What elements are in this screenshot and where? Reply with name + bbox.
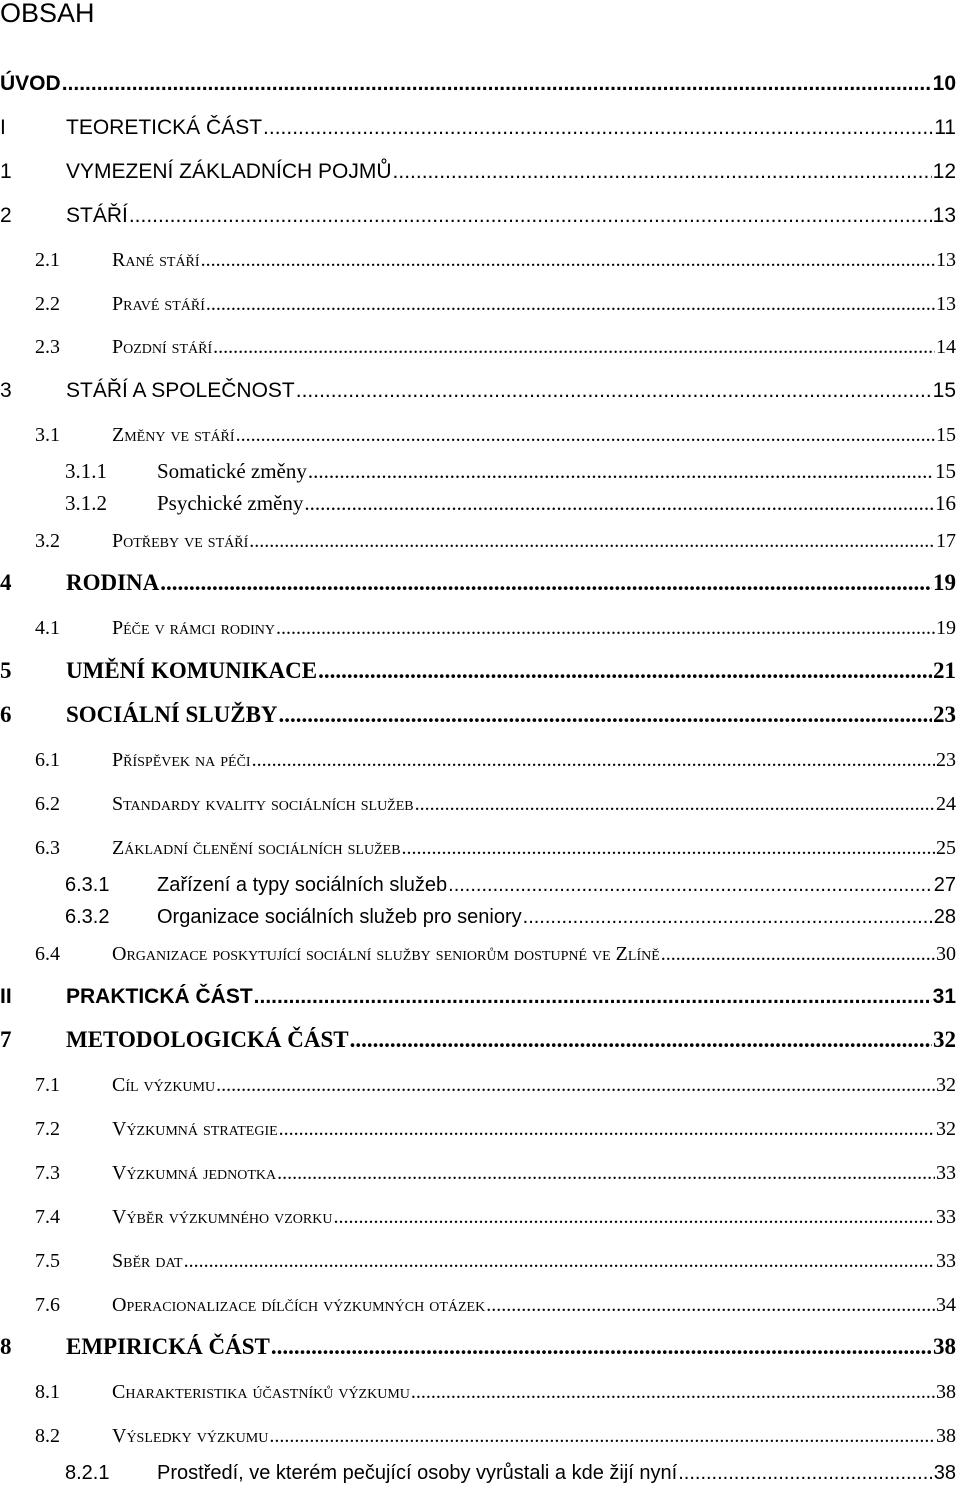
toc-dot-leader (252, 749, 935, 772)
toc-entry[interactable] (0, 1418, 956, 1448)
toc-entry-number: I (0, 116, 6, 139)
toc-entry-number: 4 (0, 570, 12, 595)
toc-entry-number: 6.3 (35, 837, 60, 859)
toc-page-number: 38 (936, 1425, 956, 1447)
toc-entry-title: Sběr dat (112, 1250, 183, 1272)
toc-entry-number: 7.1 (35, 1074, 60, 1096)
toc-dot-leader (393, 160, 932, 184)
toc-entry[interactable] (0, 742, 956, 772)
toc-page-number: 13 (936, 293, 956, 315)
toc-entry-title: RODINA (66, 570, 160, 595)
toc-entry-number: 7.4 (35, 1206, 60, 1228)
toc-dot-leader (415, 793, 935, 816)
toc-entry[interactable] (0, 1023, 956, 1053)
toc-entry-number: 6 (0, 702, 12, 727)
toc-page-number: 34 (936, 1294, 956, 1316)
toc-entry-number: 5 (0, 658, 12, 683)
toc-page-number: 24 (936, 793, 956, 815)
toc-entry[interactable] (0, 1455, 956, 1485)
toc-page-number: 38 (933, 1462, 956, 1484)
toc-entry-title: Základní členění sociálních služeb (112, 837, 401, 859)
toc-entry[interactable] (0, 198, 956, 228)
toc-entry[interactable] (0, 610, 956, 640)
toc-entry[interactable] (0, 1243, 956, 1273)
toc-entry[interactable] (0, 830, 956, 860)
toc-entry[interactable] (0, 329, 956, 359)
toc-entry-title: Standardy kvality sociálních služeb (112, 793, 414, 815)
toc-entry-number: 1 (0, 160, 12, 183)
toc-entry[interactable] (0, 373, 956, 403)
toc-dot-leader (263, 116, 933, 140)
toc-entry[interactable] (0, 566, 956, 596)
toc-entry-title: TEORETICKÁ ČÁST (66, 116, 263, 139)
toc-entry[interactable] (0, 698, 956, 728)
toc-dot-leader (296, 379, 932, 403)
toc-entry[interactable] (0, 417, 956, 447)
toc-entry[interactable] (0, 242, 956, 272)
toc-dot-leader (271, 1334, 932, 1360)
toc-entry[interactable] (0, 286, 956, 316)
toc-page-number: 32 (936, 1118, 956, 1140)
toc-entry[interactable] (0, 1287, 956, 1317)
toc-page-number: 31 (932, 985, 956, 1008)
toc-entry-title: SOCIÁLNÍ SLUŽBY (66, 702, 278, 727)
toc-dot-leader (236, 424, 935, 447)
toc-page-number: 32 (933, 1027, 956, 1052)
toc-dot-leader (661, 943, 935, 966)
toc-entry-title: Výběr výzkumného vzorku (112, 1206, 333, 1228)
toc-entry[interactable] (0, 66, 956, 96)
toc-page-number: 14 (936, 336, 956, 358)
toc-entry[interactable] (0, 936, 956, 966)
toc-entry-number: 3 (0, 379, 12, 402)
toc-entry-title: Výzkumná strategie (112, 1118, 278, 1140)
toc-entry[interactable] (0, 523, 956, 553)
toc-page-number: 19 (933, 570, 956, 595)
toc-page-number: 33 (936, 1250, 956, 1272)
toc-entry-title: METODOLOGICKÁ ČÁST (66, 1027, 349, 1052)
toc-page-number: 15 (936, 424, 956, 446)
toc-entry-title: Rané stáří (112, 249, 200, 271)
toc-dot-leader (523, 906, 933, 929)
toc-entry-title: UMĚNÍ KOMUNIKACE (66, 658, 318, 683)
toc-dot-leader (129, 204, 932, 228)
toc-entry-title: Cíl výzkumu (112, 1074, 216, 1096)
toc-entry-title: Psychické změny (157, 491, 304, 515)
toc-dot-leader (216, 1074, 935, 1097)
toc-entry-title: Pravé stáří (112, 293, 205, 315)
toc-entry-number: 6.2 (35, 793, 60, 815)
toc-dot-leader (411, 1381, 935, 1404)
toc-entry-title: Změny ve stáří (112, 424, 235, 446)
toc-page-number: 10 (932, 72, 956, 95)
toc-page-number: 25 (936, 837, 956, 859)
toc-entry-number: 6.3.2 (65, 906, 110, 928)
toc-page-number: 19 (936, 617, 956, 639)
toc-entry[interactable] (0, 154, 956, 184)
toc-entry-number: 4.1 (35, 617, 60, 639)
toc-page-number: 21 (933, 658, 956, 683)
toc-entry-title: STÁŘÍ (66, 204, 128, 227)
toc-page-number: 11 (934, 116, 956, 139)
toc-dot-leader (402, 837, 935, 860)
toc-entry[interactable] (0, 1199, 956, 1229)
toc-entry-title: Prostředí, ve kterém pečující osoby vyrůstali a kde žijí nyní (157, 1462, 678, 1484)
toc-dot-leader (269, 1425, 935, 1448)
toc-page-number: 32 (936, 1074, 956, 1096)
toc-entry-title: Potřeby ve stáří (112, 530, 249, 552)
toc-page-number: 38 (933, 1334, 956, 1359)
toc-entry-number: 7.3 (35, 1162, 60, 1184)
toc-entry-title: STÁŘÍ A SPOLEČNOST (66, 379, 295, 402)
toc-entry-title: PRAKTICKÁ ČÁST (66, 985, 253, 1008)
toc-entry-number: 2.2 (35, 293, 60, 315)
toc-dot-leader (333, 1206, 935, 1229)
toc-dot-leader (201, 249, 935, 272)
toc-entry-number: 6.1 (35, 749, 60, 771)
toc-page-number: 17 (936, 530, 956, 552)
toc-dot-leader (249, 530, 935, 553)
toc-entry-number: 7 (0, 1027, 12, 1052)
toc-dot-leader (279, 702, 932, 728)
toc-entry-title: Somatické změny (157, 459, 307, 483)
toc-page-number: 38 (936, 1381, 956, 1403)
toc-entry-title: EMPIRICKÁ ČÁST (66, 1334, 270, 1359)
toc-entry-title: Příspěvek na péči (112, 749, 251, 771)
toc-dot-leader (276, 617, 935, 640)
toc-entry-title: Péče v rámci rodiny (112, 617, 276, 639)
toc-page-number: 13 (932, 204, 956, 227)
toc-entry[interactable] (0, 979, 956, 1009)
toc-page-number: 23 (936, 749, 956, 771)
toc-entry-number: ÚVOD (0, 72, 61, 95)
toc-entry-number: 2 (0, 204, 12, 227)
toc-entry-title: Organizace poskytující sociální služby seniorům dostupné ve Zlíně (112, 943, 660, 965)
toc-dot-leader (304, 491, 934, 516)
toc-entry-number: 7.5 (35, 1250, 60, 1272)
toc-page-number: 33 (936, 1206, 956, 1228)
toc-dot-leader (160, 570, 932, 596)
toc-entry-number: 7.2 (35, 1118, 60, 1140)
toc-dot-leader (213, 336, 935, 359)
toc-dot-leader (308, 459, 934, 484)
toc-entry[interactable] (0, 110, 956, 140)
toc-entry-number: 3.2 (35, 530, 60, 552)
toc-entry-number: 3.1.1 (65, 459, 107, 483)
toc-entry-number: 2.3 (35, 336, 60, 358)
toc-dot-leader (486, 1294, 935, 1317)
toc-entry-title: Charakteristika účastníků výzkumu (112, 1381, 410, 1403)
toc-entry[interactable] (0, 786, 956, 816)
toc-entry-number: 7.6 (35, 1294, 60, 1316)
toc-entry[interactable] (0, 1374, 956, 1404)
toc-page-number: 15 (932, 379, 956, 402)
toc-dot-leader (184, 1250, 935, 1273)
toc-entry-number: 2.1 (35, 249, 60, 271)
toc-dot-leader (448, 874, 933, 897)
toc-entry[interactable] (0, 899, 956, 929)
toc-entry-number: 8.2.1 (65, 1462, 110, 1484)
toc-dot-leader (62, 72, 932, 96)
toc-dot-leader (350, 1027, 932, 1053)
toc-entry-title: Zařízení a typy sociálních služeb (157, 874, 448, 896)
toc-entry[interactable] (0, 1067, 956, 1097)
page-title: OBSAH (0, 0, 95, 28)
toc-entry[interactable] (0, 867, 956, 897)
toc-page-number: 16 (935, 491, 956, 515)
toc-entry-number: 8.1 (35, 1381, 60, 1403)
toc-entry[interactable] (0, 486, 956, 516)
toc-dot-leader (206, 293, 935, 316)
toc-entry-number: 8 (0, 1334, 12, 1359)
toc-entry[interactable] (0, 1111, 956, 1141)
toc-page-number: 12 (932, 160, 956, 183)
toc-entry[interactable] (0, 1155, 956, 1185)
toc-entry-number: II (0, 985, 12, 1008)
toc-entry-title: VYMEZENÍ ZÁKLADNÍCH POJMŮ (66, 160, 392, 183)
toc-entry-title: Pozdní stáří (112, 336, 213, 358)
toc-entry[interactable] (0, 1330, 956, 1360)
toc-page-number: 27 (933, 874, 956, 896)
toc-dot-leader (678, 1462, 933, 1485)
toc-entry-number: 6.3.1 (65, 874, 110, 896)
toc-page-number: 15 (935, 459, 956, 483)
toc-dot-leader (318, 658, 932, 684)
toc-entry[interactable] (0, 654, 956, 684)
toc-page-number: 28 (933, 906, 956, 928)
toc-entry-number: 3.1 (35, 424, 60, 446)
toc-page-number: 33 (936, 1162, 956, 1184)
toc-dot-leader (254, 985, 932, 1009)
toc-dot-leader (279, 1118, 935, 1141)
toc-entry-number: 3.1.2 (65, 491, 107, 515)
toc-entry[interactable] (0, 454, 956, 484)
toc-page-number: 23 (933, 702, 956, 727)
toc-entry-number: 8.2 (35, 1425, 60, 1447)
toc-dot-leader (277, 1162, 935, 1185)
toc-entry-title: Organizace sociálních služeb pro seniory (157, 906, 522, 928)
toc-entry-number: 6.4 (35, 943, 60, 965)
toc-page-number: 13 (936, 249, 956, 271)
toc-page-number: 30 (936, 943, 956, 965)
toc-entry-title: Výsledky výzkumu (112, 1425, 269, 1447)
toc-entry-title: Operacionalizace dílčích výzkumných otázek (112, 1294, 486, 1316)
toc-entry-title: Výzkumná jednotka (112, 1162, 277, 1184)
